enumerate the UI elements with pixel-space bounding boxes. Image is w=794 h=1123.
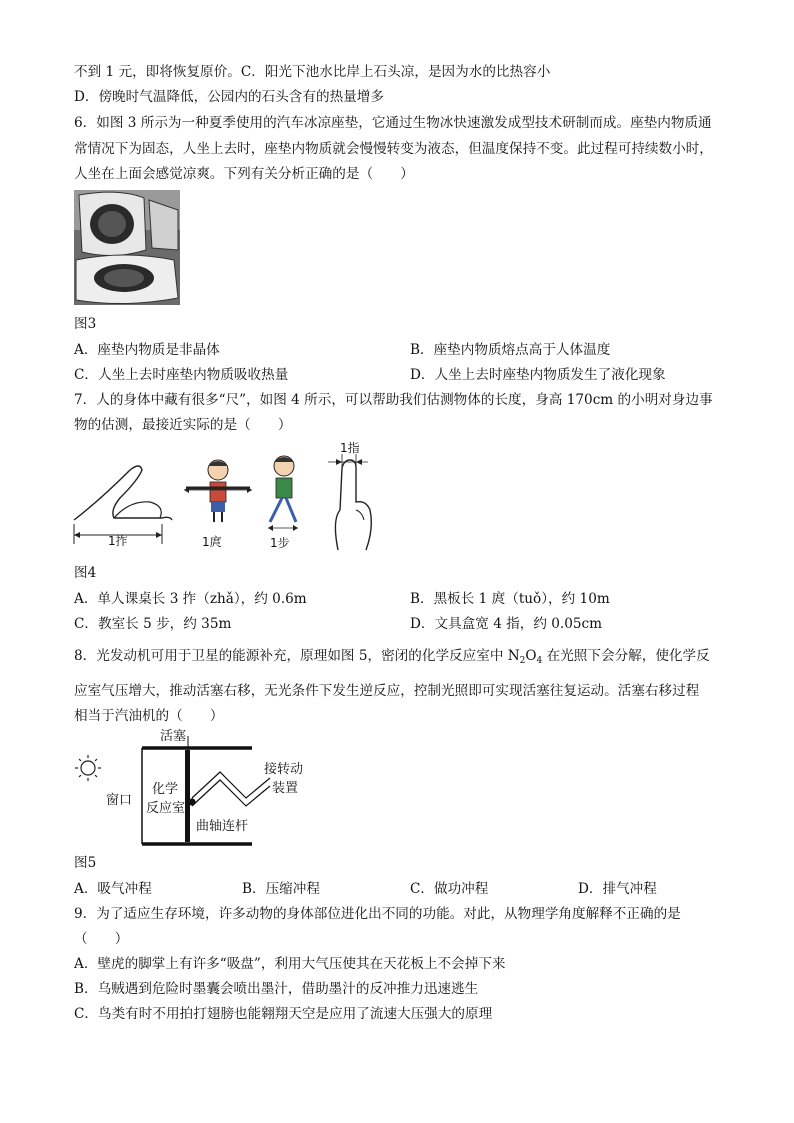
chamber-label: 反应室 <box>146 801 186 816</box>
arm-span-label: 1庹 <box>202 535 222 549</box>
arm-span-drawing <box>184 460 252 522</box>
drive-label: 装置 <box>272 781 299 796</box>
figure-label: 图4 <box>74 565 97 581</box>
light-engine-figure <box>72 728 312 848</box>
q6-stem: 6．如图 3 所示为一种夏季使用的汽车冰凉座垫，它通过生物冰快速激发成型技术研制而成。座垫内物质通 <box>74 115 712 131</box>
q8-option-c: C．做功冲程 <box>410 881 489 897</box>
q6-option-a: A．座垫内物质是非晶体 <box>74 342 220 358</box>
q6-option-c: C．人坐上去时座垫内物质吸收热量 <box>74 367 289 383</box>
q9-option-c: C．鸟类有时不用拍打翅膀也能翱翔天空是应用了流速大压强大的原理 <box>74 1006 493 1022</box>
q6-option-b: B．座垫内物质熔点高于人体温度 <box>410 342 611 358</box>
q6-option-d: D．人坐上去时座垫内物质发生了液化现象 <box>410 367 666 383</box>
step-label: 1步 <box>270 536 290 550</box>
q9-option-b: B．乌贼遇到危险时墨囊会喷出墨汁，借助墨汁的反冲推力迅速逃生 <box>74 981 479 997</box>
q7-option-b: B．黑板长 1 庹（tuǒ），约 10m <box>410 591 610 607</box>
q7-option-c: C．教室长 5 步，约 35m <box>74 616 232 632</box>
q8-stem: 相当于汽油机的（ ） <box>74 708 224 724</box>
q8-option-b: B．压缩冲程 <box>242 881 320 897</box>
drive-label: 接转动 <box>264 762 304 777</box>
q8-option-a: A．吸气冲程 <box>74 881 152 897</box>
q8-stem-text: 8．光发动机可用于卫星的能源补充，原理如图 5，密闭的化学反应室中 N <box>74 648 520 664</box>
hand-span-drawing <box>74 466 172 544</box>
figure-label: 图5 <box>74 855 97 871</box>
text-line: D．傍晚时气温降低，公园内的石头含有的热量增多 <box>74 89 384 105</box>
q8-stem-text: 在光照下会分解，使化学反 <box>542 648 710 664</box>
piston <box>185 750 190 842</box>
q8-stem-text: O <box>525 648 537 664</box>
q9-stem: （ ） <box>74 931 129 947</box>
subscript: 2 <box>519 656 526 666</box>
finger-label: 1指 <box>340 441 360 455</box>
q8-stem <box>74 646 710 671</box>
window-label: 窗口 <box>106 793 133 808</box>
sun-icon <box>75 755 101 781</box>
piston-label: 活塞 <box>160 729 187 744</box>
text-line: 不到 1 元，即将恢复原价。C．阳光下池水比岸上石头凉，是因为水的比热容小 <box>74 64 551 80</box>
step-drawing <box>268 456 298 531</box>
q8-stem: 应室气压增大，推动活塞右移，无光条件下发生逆反应，控制光照即可实现活塞往复运动。活塞右移过程 <box>74 683 700 699</box>
q7-stem: 7．人的身体中藏有很多“尺”，如图 4 所示，可以帮助我们估测物体的长度，身高 170cm 的小明对身边事 <box>74 392 713 408</box>
figure-label: 图3 <box>74 316 97 332</box>
car-seat-cushion-photo <box>74 190 180 305</box>
span-label: 1拃 <box>108 534 128 548</box>
body-measures-figure <box>70 440 390 555</box>
q6-stem: 常情况下为固态，人坐上去时，座垫内物质就会慢慢转变为液态，但温度保持不变。此过程可持续数小时， <box>74 141 713 157</box>
subscript: 4 <box>536 656 543 666</box>
crank-linkage <box>189 772 270 806</box>
chamber-label: 化学 <box>152 782 179 797</box>
q7-option-a: A．单人课桌长 3 拃（zhǎ），约 0.6m <box>74 591 307 607</box>
q8-option-d: D．排气冲程 <box>578 881 657 897</box>
q7-option-d: D．文具盒宽 4 指，约 0.05cm <box>410 616 603 632</box>
q6-stem: 人坐在上面会感觉凉爽。下列有关分析正确的是（ ） <box>74 166 414 182</box>
q9-stem: 9．为了适应生存环境，许多动物的身体部位进化出不同的功能。对此，从物理学角度解释不正确的是 <box>74 906 681 922</box>
q7-stem: 物的估测，最接近实际的是（ ） <box>74 417 292 433</box>
crank-label: 曲轴连杆 <box>196 819 249 834</box>
finger-drawing <box>328 454 371 550</box>
q9-option-a: A．壁虎的脚掌上有许多“吸盘”，利用大气压使其在天花板上不会掉下来 <box>74 956 506 972</box>
